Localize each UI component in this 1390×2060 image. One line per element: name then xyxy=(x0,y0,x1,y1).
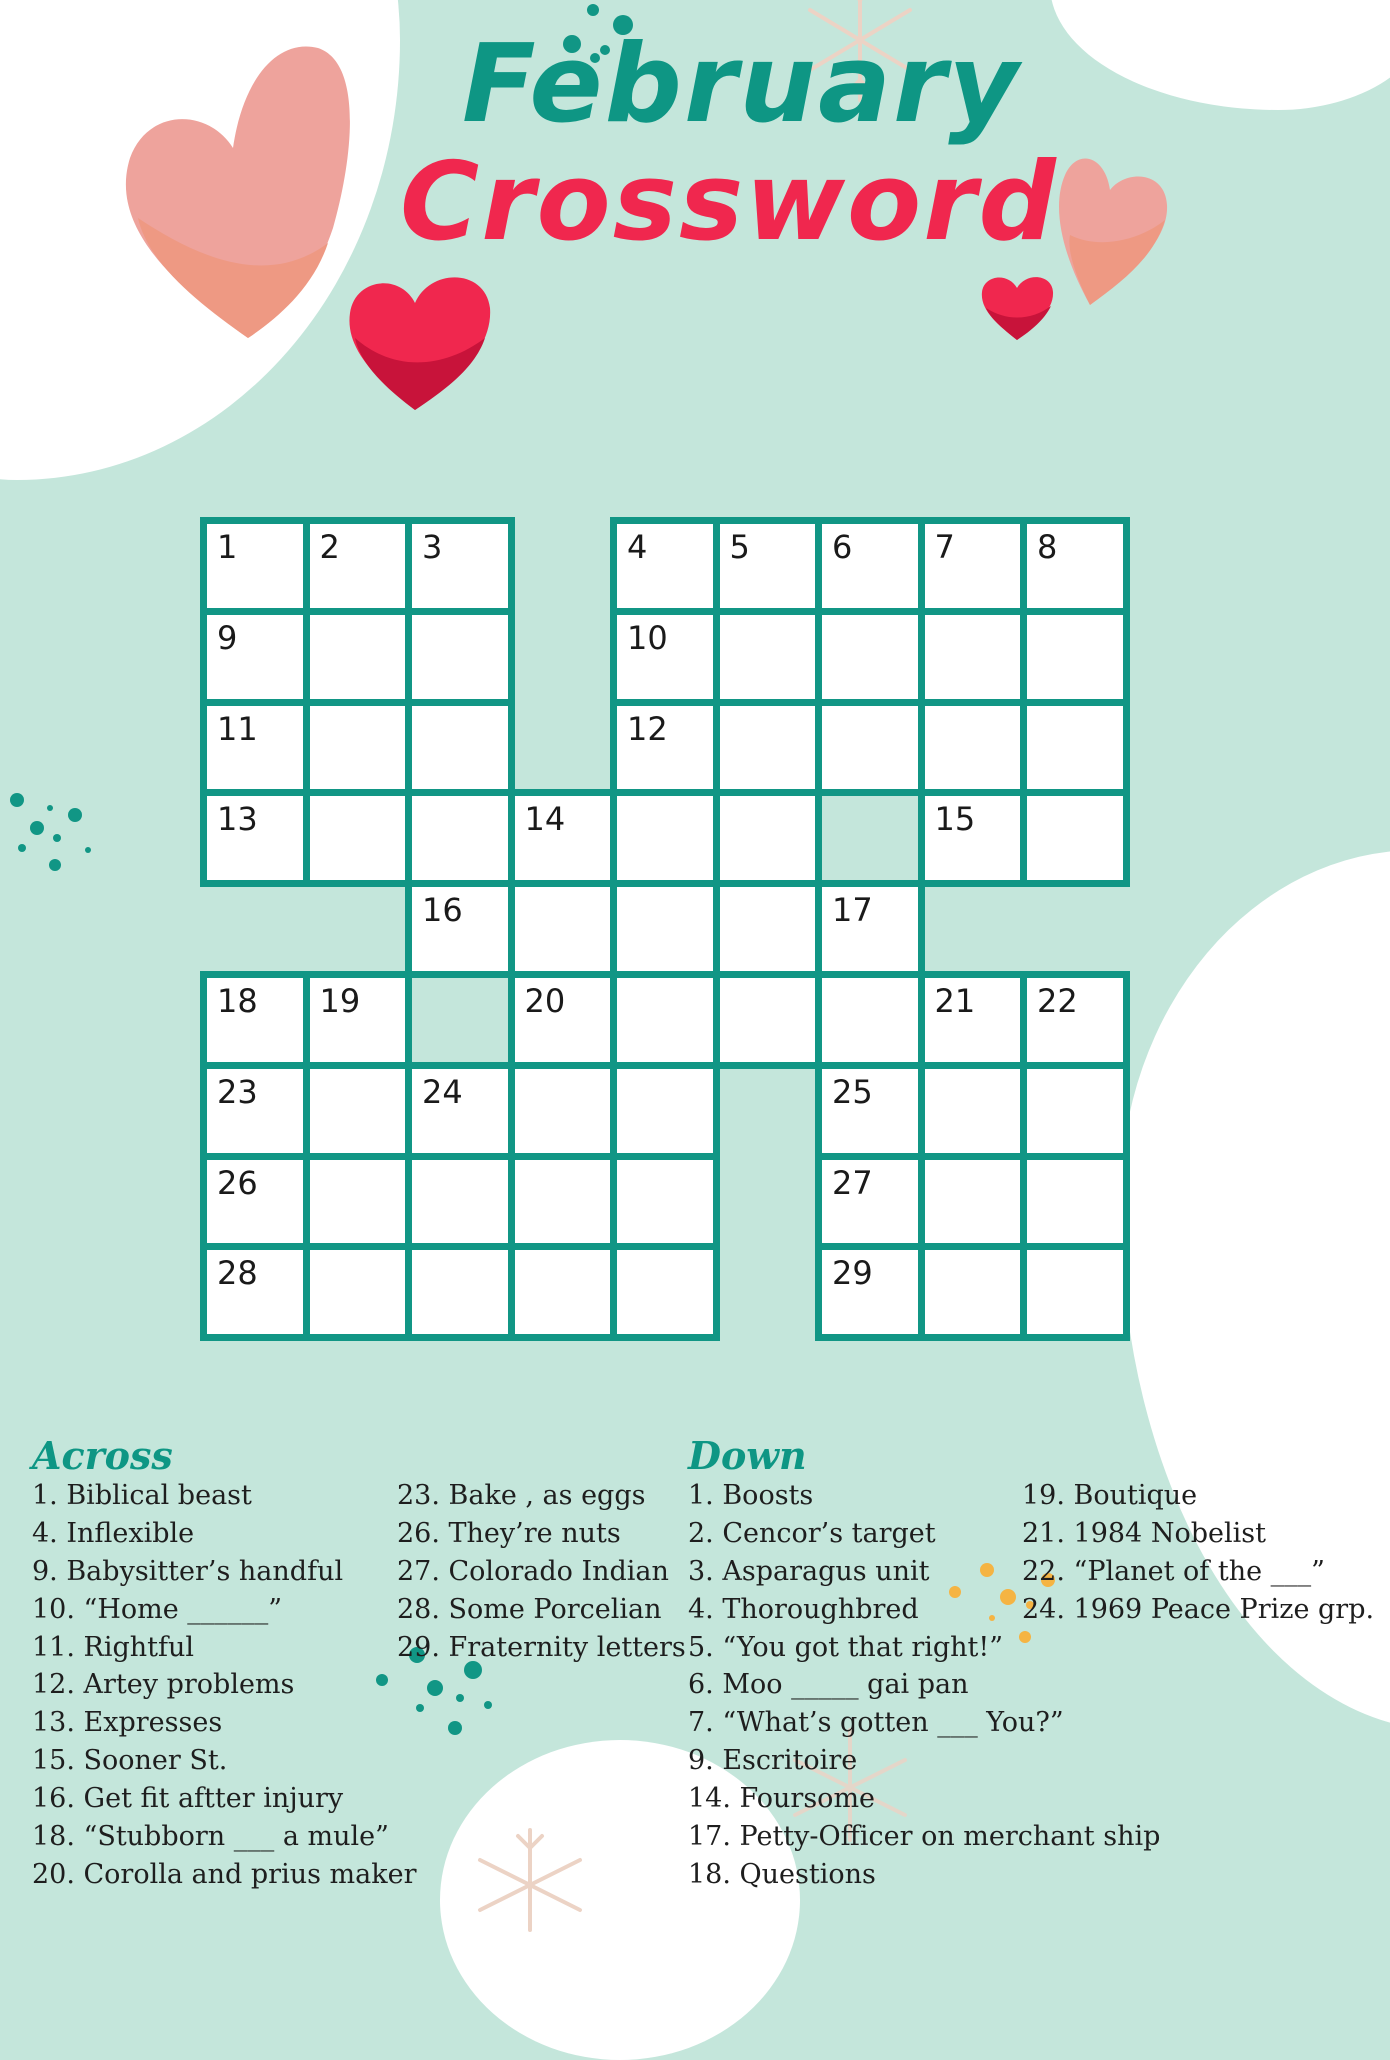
grid-cell[interactable] xyxy=(303,971,413,1069)
clue-item: 27. Colorado Indian xyxy=(397,1555,669,1587)
grid-cell[interactable] xyxy=(303,1243,413,1341)
grid-cell[interactable] xyxy=(1020,1153,1130,1251)
clue-item: 9. Escritoire xyxy=(688,1745,858,1777)
clue-item: 15. Sooner St. xyxy=(32,1745,228,1777)
grid-cell[interactable] xyxy=(610,1243,720,1341)
grid-cell[interactable] xyxy=(815,1243,925,1341)
grid-cell[interactable] xyxy=(303,789,413,887)
grid-cell[interactable] xyxy=(815,608,925,706)
grid-cell[interactable] xyxy=(200,517,310,615)
grid-cell[interactable] xyxy=(1020,971,1130,1069)
grid-cell[interactable] xyxy=(303,1062,413,1160)
grid-cell[interactable] xyxy=(303,1153,413,1251)
grid-cell[interactable] xyxy=(815,517,925,615)
clue-item: 22. “Planet of the ___” xyxy=(1022,1555,1325,1587)
background-blob xyxy=(1050,0,1390,110)
clue-item: 19. Boutique xyxy=(1022,1480,1198,1511)
heart-icon xyxy=(345,268,495,413)
grid-cell[interactable] xyxy=(713,517,823,615)
clue-number: 19 xyxy=(319,982,361,1020)
clue-number: 20 xyxy=(524,982,566,1020)
grid-cell[interactable] xyxy=(405,608,515,706)
grid-cell[interactable] xyxy=(405,699,515,797)
clue-number: 6 xyxy=(832,528,853,566)
grid-cell[interactable] xyxy=(1020,1062,1130,1160)
grid-cell[interactable] xyxy=(405,789,515,887)
grid-cell[interactable] xyxy=(508,789,618,887)
clue-number: 25 xyxy=(832,1072,873,1111)
clue-number: 23 xyxy=(217,1072,258,1111)
clue-number: 28 xyxy=(217,1254,258,1293)
clue-number: 18 xyxy=(217,982,258,1020)
grid-cell[interactable] xyxy=(815,1153,925,1251)
grid-cell[interactable] xyxy=(200,608,310,706)
clue-number: 2 xyxy=(319,528,340,566)
grid-cell[interactable] xyxy=(1020,1243,1130,1341)
across-clues-column-1 xyxy=(32,1477,417,1894)
grid-cell[interactable] xyxy=(713,971,823,1069)
clue-number: 8 xyxy=(1037,528,1058,566)
crossword-grid xyxy=(200,517,1190,1403)
grid-cell[interactable] xyxy=(508,1243,618,1341)
grid-cell[interactable] xyxy=(303,608,413,706)
grid-cell[interactable] xyxy=(405,1153,515,1251)
grid-cell[interactable] xyxy=(508,1062,618,1160)
clue-number: 16 xyxy=(422,891,463,930)
grid-cell[interactable] xyxy=(918,517,1028,615)
grid-cell[interactable] xyxy=(713,699,823,797)
grid-cell[interactable] xyxy=(713,880,823,978)
clue-item: 18. “Stubborn ___ a mule” xyxy=(32,1821,389,1853)
clue-number: 29 xyxy=(832,1254,873,1293)
grid-cell[interactable] xyxy=(1020,789,1130,887)
clue-item: 10. “Home ______” xyxy=(32,1593,283,1625)
grid-cell[interactable] xyxy=(405,1062,515,1160)
grid-cell[interactable] xyxy=(200,789,310,887)
grid-cell[interactable] xyxy=(918,608,1028,706)
clue-item: 16. Get fit aftter injury xyxy=(32,1783,344,1815)
clue-number: 7 xyxy=(934,528,955,566)
heart-icon xyxy=(118,38,348,343)
clue-number: 13 xyxy=(217,800,258,839)
grid-cell[interactable] xyxy=(1020,699,1130,797)
grid-cell[interactable] xyxy=(200,699,310,797)
grid-cell[interactable] xyxy=(1020,608,1130,706)
clue-item: 5. “You got that right!” xyxy=(688,1631,1004,1663)
clue-number: 22 xyxy=(1037,982,1078,1020)
grid-cell[interactable] xyxy=(303,699,413,797)
clue-item: 3. Asparagus unit xyxy=(688,1555,930,1587)
down-clues-column-2 xyxy=(1022,1477,1374,1629)
grid-cell[interactable] xyxy=(918,1153,1028,1251)
grid-cell[interactable] xyxy=(405,880,515,978)
clue-number: 11 xyxy=(217,709,258,748)
clue-item: 29. Fraternity letters xyxy=(397,1631,686,1663)
grid-cell[interactable] xyxy=(815,880,925,978)
clue-item: 14. Foursome xyxy=(688,1783,876,1815)
clue-number: 4 xyxy=(627,528,648,566)
grid-cell[interactable] xyxy=(610,789,720,887)
title-february: February xyxy=(462,22,1021,147)
across-heading: Across xyxy=(32,1433,173,1478)
clue-item: 7. “What’s gotten ___ You?” xyxy=(688,1707,1064,1739)
clue-number: 5 xyxy=(729,528,750,566)
clue-item: 13. Expresses xyxy=(32,1707,223,1739)
grid-cell[interactable] xyxy=(610,880,720,978)
clue-item: 1. Biblical beast xyxy=(32,1480,252,1511)
grid-cell[interactable] xyxy=(610,971,720,1069)
clue-item: 6. Moo _____ gai pan xyxy=(688,1669,969,1701)
grid-cell[interactable] xyxy=(610,1062,720,1160)
grid-cell[interactable] xyxy=(815,971,925,1069)
grid-cell[interactable] xyxy=(508,1153,618,1251)
decorative-dots xyxy=(5,790,95,870)
across-clues-column-2 xyxy=(397,1477,686,1666)
grid-cell[interactable] xyxy=(610,517,720,615)
grid-cell[interactable] xyxy=(918,1243,1028,1341)
clue-item: 12. Artey problems xyxy=(32,1669,295,1701)
grid-cell[interactable] xyxy=(918,789,1028,887)
clue-item: 2. Cencor’s target xyxy=(688,1517,936,1549)
grid-cell[interactable] xyxy=(200,1243,310,1341)
grid-cell[interactable] xyxy=(200,971,310,1069)
grid-cell[interactable] xyxy=(303,517,413,615)
clue-item: 26. They’re nuts xyxy=(397,1517,621,1549)
grid-cell[interactable] xyxy=(610,1153,720,1251)
clue-item: 24. 1969 Peace Prize grp. xyxy=(1022,1593,1375,1625)
clue-item: 11. Rightful xyxy=(32,1631,195,1663)
grid-cell[interactable] xyxy=(713,789,823,887)
clue-item: 1. Boosts xyxy=(688,1480,814,1511)
clue-number: 21 xyxy=(934,982,976,1020)
clue-item: 28. Some Porcelian xyxy=(397,1593,662,1625)
clue-number: 15 xyxy=(934,800,976,839)
grid-cell[interactable] xyxy=(610,608,720,706)
clue-item: 18. Questions xyxy=(688,1858,876,1890)
grid-cell[interactable] xyxy=(815,699,925,797)
clue-number: 26 xyxy=(217,1163,258,1202)
clue-item: 4. Inflexible xyxy=(32,1517,195,1549)
grid-cell[interactable] xyxy=(405,517,515,615)
clue-item: 21. 1984 Nobelist xyxy=(1022,1517,1266,1549)
clue-number: 14 xyxy=(524,800,566,839)
snowflake-icon xyxy=(460,1830,600,1930)
clue-number: 27 xyxy=(832,1163,873,1202)
down-heading: Down xyxy=(688,1433,807,1478)
clue-item: 20. Corolla and prius maker xyxy=(32,1858,417,1890)
clue-number: 17 xyxy=(832,891,873,930)
grid-cell[interactable] xyxy=(508,971,618,1069)
grid-cell[interactable] xyxy=(918,971,1028,1069)
title-crossword: Crossword xyxy=(400,140,1058,265)
grid-cell[interactable] xyxy=(918,1062,1028,1160)
grid-cell[interactable] xyxy=(200,1062,310,1160)
clue-item: 23. Bake , as eggs xyxy=(397,1480,646,1511)
heart-icon xyxy=(1055,150,1170,310)
clue-item: 17. Petty-Officer on merchant ship xyxy=(688,1821,1161,1853)
grid-cell[interactable] xyxy=(508,880,618,978)
grid-cell[interactable] xyxy=(918,699,1028,797)
clue-item: 4. Thoroughbred xyxy=(688,1593,919,1625)
clue-number: 3 xyxy=(422,528,443,566)
clue-number: 10 xyxy=(627,618,668,657)
clue-number: 1 xyxy=(217,528,238,566)
clue-item: 9. Babysitter’s handful xyxy=(32,1555,344,1587)
clue-number: 9 xyxy=(217,618,238,657)
grid-cell[interactable] xyxy=(815,1062,925,1160)
grid-cell[interactable] xyxy=(610,699,720,797)
clue-number: 24 xyxy=(422,1072,463,1111)
clue-number: 12 xyxy=(627,709,668,748)
grid-cell[interactable] xyxy=(713,608,823,706)
grid-cell[interactable] xyxy=(405,1243,515,1341)
heart-icon xyxy=(980,270,1055,342)
grid-cell[interactable] xyxy=(200,1153,310,1251)
grid-cell[interactable] xyxy=(1020,517,1130,615)
